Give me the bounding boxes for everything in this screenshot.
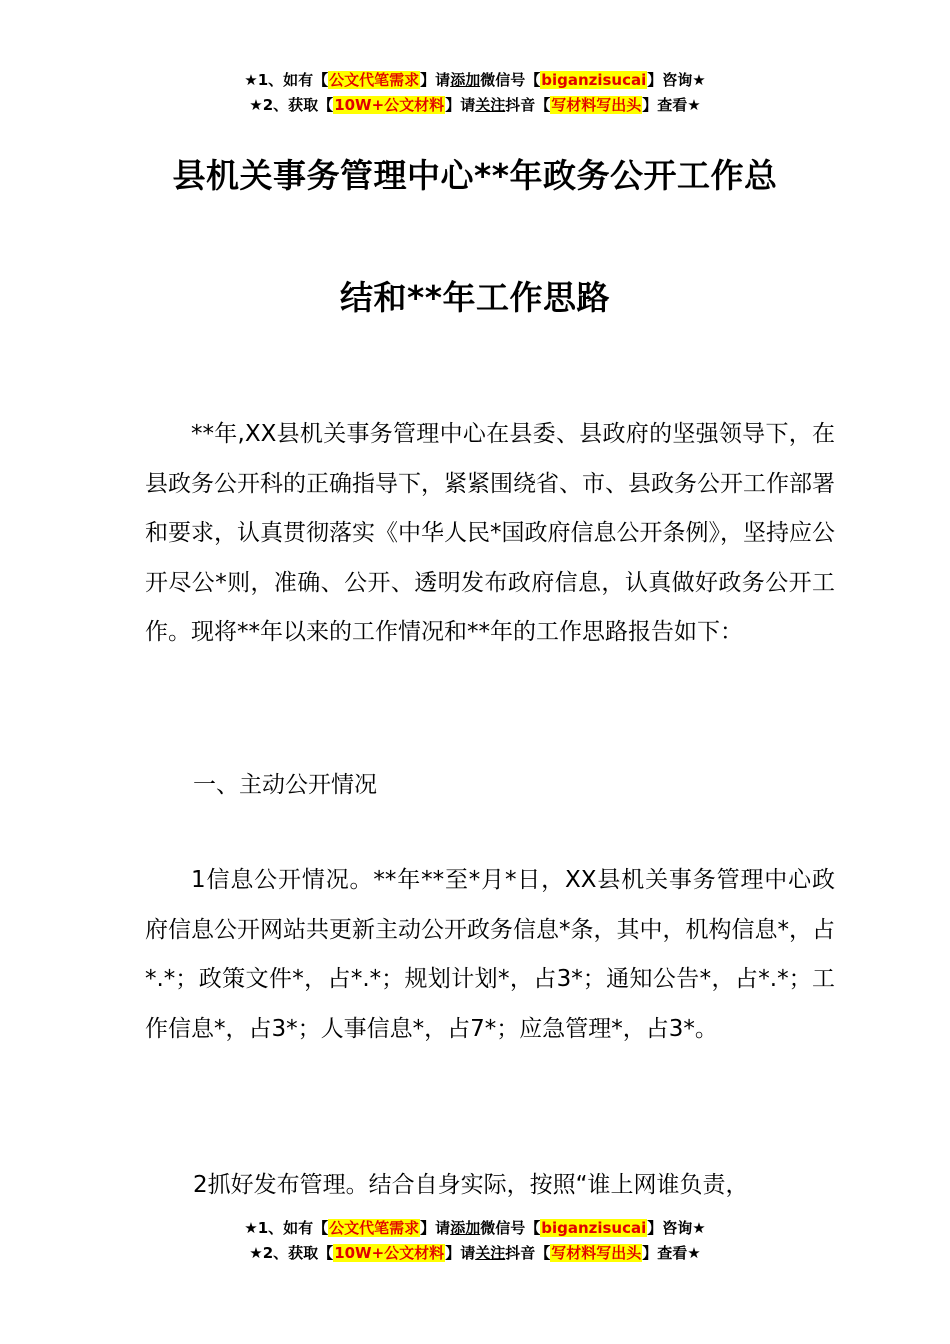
- highlight-wechat-id: biganzisucai: [541, 1219, 647, 1237]
- doc-title-line-2: 结和**年工作思路: [339, 278, 610, 317]
- paragraph-info-disclosure: 1信息公开情况。**年**至*月*日，XX县机关事务管理中心政府信息公开网站共更新主动公开政务信息*条，其中，机构信息*，占*.*；政策文件*，占*.*；规划计划*，占3*；通知公告*，占*.*；工作信息*，占3*；人事信息*，占7*；应急管理*，占3*。: [145, 867, 835, 1042]
- highlight-douyin: 写材料写出头: [551, 1244, 642, 1262]
- highlight-materials: 10W+公文材料: [334, 1244, 445, 1262]
- promo-line-1: ★1、如有【公文代笔需求】请添加微信号【biganzisucai】咨询★: [244, 1219, 706, 1237]
- highlight-materials: 10W+公文材料: [334, 96, 445, 114]
- doc-title-line-1: 县机关事务管理中心**年政务公开工作总: [172, 156, 778, 195]
- highlight-wechat-id: biganzisucai: [541, 71, 647, 89]
- promo-line-1: ★1、如有【公文代笔需求】请添加微信号【biganzisucai】咨询★: [244, 71, 706, 89]
- paragraph-publish-management: 2抓好发布管理。结合自身实际，按照“谁上网谁负责，: [193, 1172, 749, 1198]
- intro-paragraph: **年,XX县机关事务管理中心在县委、县政府的坚强领导下，在县政务公开科的正确指导下，紧紧围绕省、市、县政务公开工作部署和要求，认真贯彻落实《中华人民*国政府信息公开条例》，坚持应公开尽公*则，准确、公开、透明发布政府信息，认真做好政务公开工作。现将**年以来的工作情况和**年的工作思路报告如下：: [145, 421, 835, 646]
- promo-line-2: ★2、获取【10W+公文材料】请关注抖音【写材料写出头】查看★: [249, 96, 701, 114]
- highlight-service: 公文代笔需求: [329, 71, 420, 89]
- bottom-promo-banner: [0, 1216, 950, 1266]
- section-heading-1: 一、主动公开情况: [193, 772, 377, 798]
- highlight-douyin: 写材料写出头: [551, 96, 642, 114]
- promo-line-2: ★2、获取【10W+公文材料】请关注抖音【写材料写出头】查看★: [249, 1244, 701, 1262]
- top-promo-banner: [0, 68, 950, 118]
- highlight-service: 公文代笔需求: [329, 1219, 420, 1237]
